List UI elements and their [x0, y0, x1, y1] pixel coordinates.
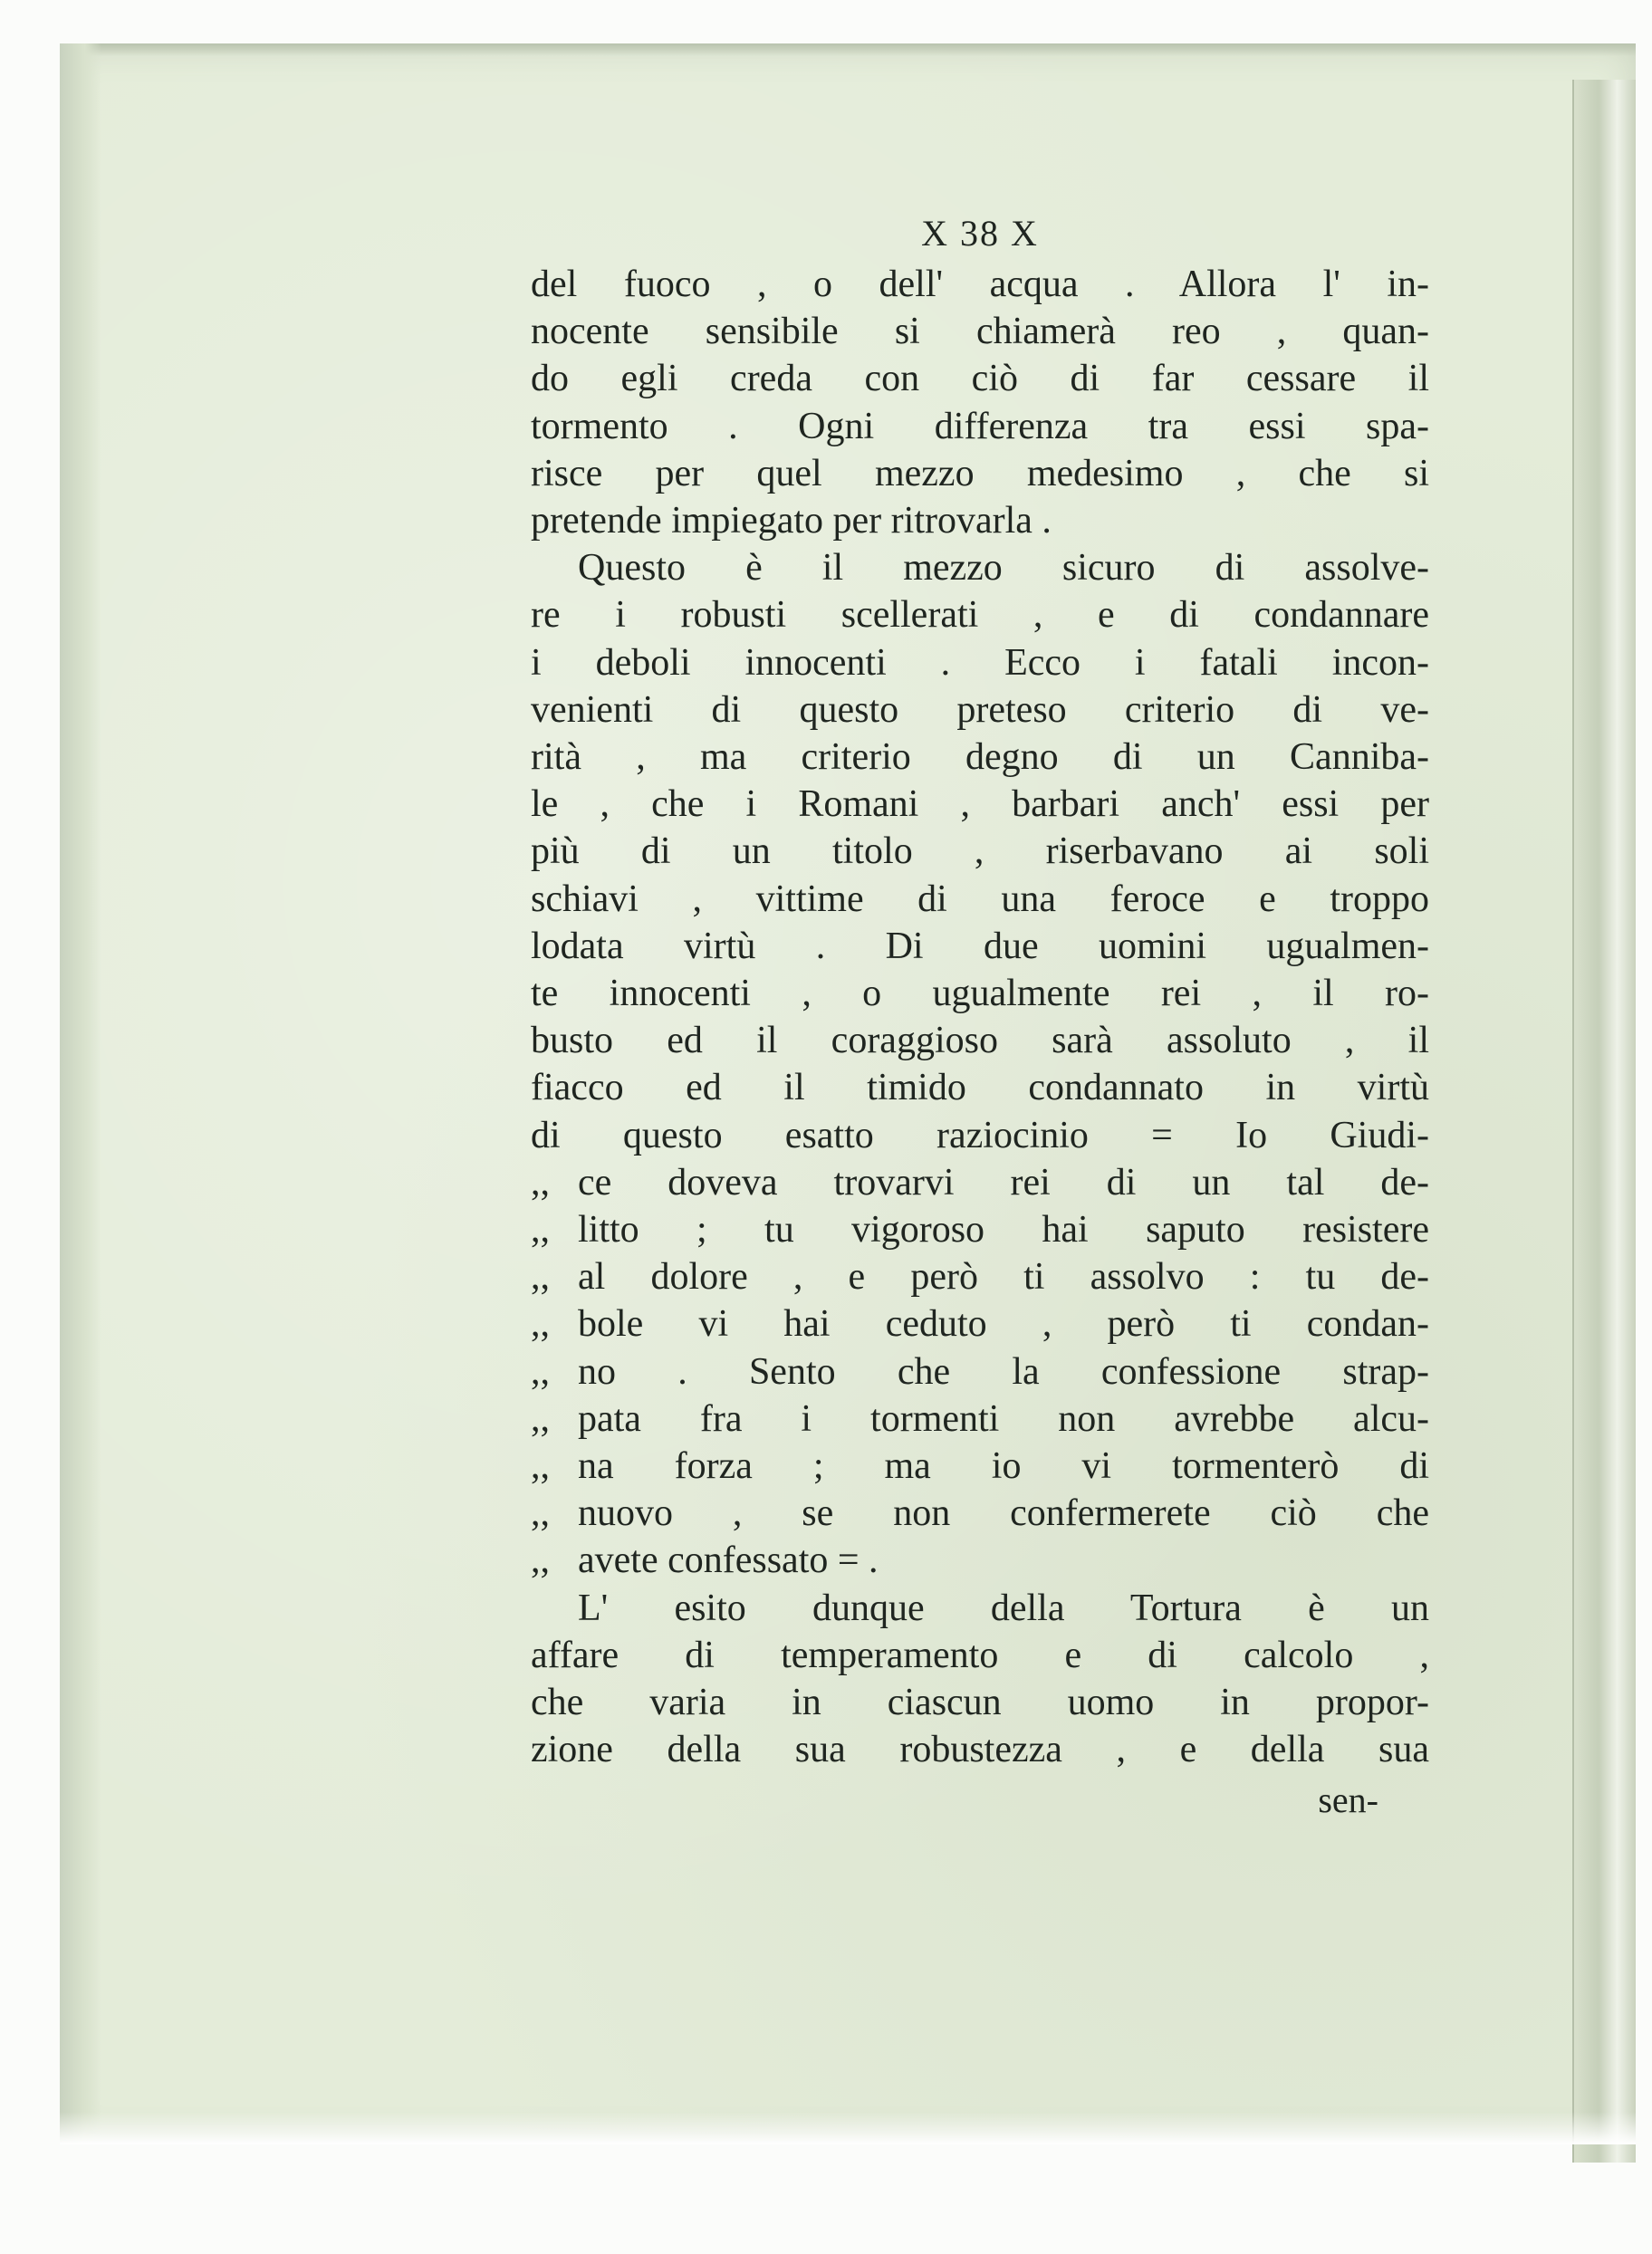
text-line: risce per quel mezzo medesimo , che si [531, 452, 1429, 494]
quote-mark: ,, [531, 1256, 550, 1299]
quote-mark: ,, [531, 1209, 550, 1252]
quoted-text: avete confessato = . [578, 1539, 879, 1582]
page-number-header: X 38 X [921, 213, 1039, 254]
text-line: fiacco ed il timido condannato in virtù [531, 1067, 1429, 1109]
text-line: tormento . Ogni differenza tra essi spa- [531, 405, 1429, 447]
quoted-line [531, 1348, 1429, 1396]
text-line: te innocenti , o ugualmente rei , il ro- [531, 973, 1429, 1015]
page-top-edge [60, 43, 1636, 56]
page-left-edge [60, 43, 101, 2144]
text-line: di questo esatto raziocinio = Io Giudi- [531, 1114, 1429, 1156]
text-line: pretende impiegato per ritrovarla . [531, 500, 1052, 542]
text-line: lodata virtù . Di due uomini ugualmen- [531, 925, 1429, 967]
text-line: schiavi , vittime di una feroce e troppo [531, 878, 1429, 920]
quoted-text: litto ; tu vigoroso hai saputo resistere [578, 1209, 1429, 1252]
quote-mark: ,, [531, 1445, 550, 1488]
text-line: Questo è il mezzo sicuro di assolve- [578, 547, 1429, 590]
text-line: del fuoco , o dell' acqua . Allora l' in- [531, 264, 1429, 305]
text-line: busto ed il coraggioso sarà assoluto , il [531, 1020, 1429, 1062]
quote-mark: ,, [531, 1539, 550, 1582]
text-line: venienti di questo preteso criterio di ve- [531, 688, 1429, 731]
text-line: più di un titolo , riserbavano ai soli [531, 830, 1429, 873]
quote-mark: ,, [531, 1492, 550, 1535]
catchword: sen- [1318, 1779, 1378, 1820]
quoted-line [531, 1443, 1429, 1490]
quoted-text: nuovo , se non confermerete ciò che [578, 1492, 1429, 1535]
quote-mark: ,, [531, 1397, 550, 1440]
quoted-text: al dolore , e però ti assolvo : tu de- [578, 1256, 1429, 1299]
quoted-line [531, 1396, 1429, 1443]
quoted-text: ce doveva trovarvi rei di un tal de- [578, 1161, 1429, 1204]
page-text [531, 206, 1429, 1827]
quoted-text: pata fra i tormenti non avrebbe alcu- [578, 1397, 1429, 1440]
quoted-text: no . Sento che la confessione strap- [578, 1350, 1429, 1393]
page-bottom-edge [60, 2112, 1636, 2144]
text-line: L' esito dunque della Tortura è un [578, 1587, 1429, 1629]
text-line: i deboli innocenti . Ecco i fatali incon- [531, 641, 1429, 684]
book-binding [1572, 80, 1636, 2163]
quoted-line [531, 1300, 1429, 1348]
text-line: che varia in ciascun uomo in propor- [531, 1682, 1429, 1724]
quoted-line [531, 1537, 1429, 1584]
text-line: zione della sua robustezza , e della sua [531, 1729, 1429, 1771]
quoted-text: na forza ; ma io vi tormenterò di [578, 1445, 1429, 1488]
quoted-line [531, 1490, 1429, 1537]
quoted-line [531, 1206, 1429, 1253]
text-line: re i robusti scellerati , e di condannare [531, 594, 1429, 637]
text-line: rità , ma criterio degno di un Canniba- [531, 736, 1429, 779]
quoted-line [531, 1253, 1429, 1300]
text-line: affare di temperamento e di calcolo , [531, 1634, 1429, 1676]
text-line: nocente sensibile si chiamerà reo , quan- [531, 311, 1429, 353]
quote-mark: ,, [531, 1161, 550, 1204]
quoted-text: bole vi hai ceduto , però ti condan- [578, 1303, 1429, 1346]
text-line: le , che i Romani , barbari anch' essi per [531, 783, 1429, 826]
quote-mark: ,, [531, 1350, 550, 1393]
quote-mark: ,, [531, 1303, 550, 1346]
text-line: do egli creda con ciò di far cessare il [531, 358, 1429, 400]
quoted-line [531, 1159, 1429, 1206]
